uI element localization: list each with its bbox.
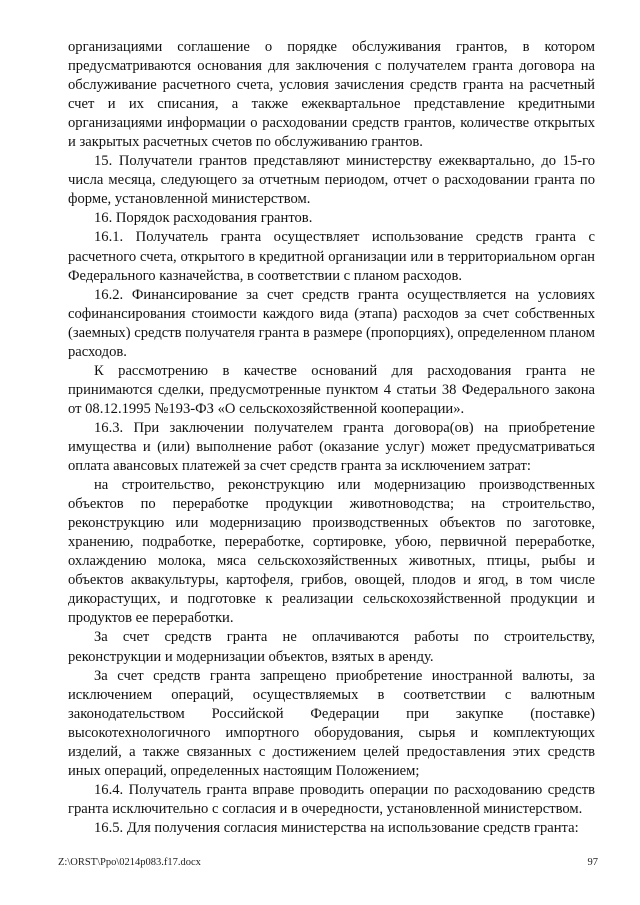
paragraph-16-3-lease: За счет средств гранта не оплачиваются работы по строительству, реконструкции и модернизации объектов, взятых в аренду. [68, 629, 595, 665]
document-body [68, 38, 595, 838]
paragraph-intro: организациями соглашение о порядке обслуживания грантов, в котором предусматриваются основания для заключения с получателем гранта договора на обслуживание расчетного счета, условия зачисления средств гранта на расчетный счет и их списания, а также ежеквартальное представление кредитными организациями информации о расходовании средств грантов, количестве открытых и закрытых расчетных счетов по обслуживанию грантов. [68, 39, 595, 151]
paragraph-16-5: 16.5. Для получения согласия министерства на использование средств гранта: [94, 819, 579, 836]
page-number: 97 [587, 857, 598, 868]
paragraph-16-3-currency: За счет средств гранта запрещено приобретение иностранной валюты, за исключением операций, осуществляемых в соответствии с валютным законодательством Российской Федерации при закупке (поставке) высокотехнологичного импортного оборудования, сырья и комплектующих изделий, а также связанных с достижением целей предоставления этих средств иных операций, определенных настоящим Положением; [68, 667, 595, 779]
paragraph-16-3-list: на строительство, реконструкцию или модернизацию производственных объектов по переработке продукции животноводства; на строительство, реконструкцию или модернизацию производственных объектов по заготовке, хранению, подработке, переработке, сортировке, убою, первичной переработке, охлаждению молока, мяса сельскохозяйственных животных, птицы, рыбы и объектов аквакультуры, картофеля, грибов, овощей, плодов и ягод, в том числе дикорастущих, и подготовке к реализации сельскохозяйственной продукции и продуктов ее переработки. [68, 477, 595, 627]
paragraph-16-3: 16.3. При заключении получателем гранта договора(ов) на приобретение имущества и (или) выполнение работ (оказание услуг) может предусматриваться оплата авансовых платежей за счет средств гранта за исключением затрат: [68, 419, 595, 475]
paragraph-16: 16. Порядок расходования грантов. [94, 210, 313, 227]
footer-file-path: Z:\ORST\Ppo\0214p083.f17.docx [58, 857, 201, 868]
paragraph-16-4: 16.4. Получатель гранта вправе проводить операции по расходованию средств гранта исключительно с согласия и в очередности, установленной министерством. [68, 781, 595, 817]
page-footer [58, 856, 598, 869]
paragraph-16-2-note: К рассмотрению в качестве оснований для расходования гранта не принимаются сделки, предусмотренные пунктом 4 статьи 38 Федерального закона от 08.12.1995 №193-ФЗ «О сельскохозяйственной кооперации». [68, 362, 595, 417]
paragraph-15: 15. Получатели грантов представляют министерству ежеквартально, до 15-го числа месяца, следующего за отчетным периодом, отчет о расходовании гранта по форме, установленной министерством. [68, 153, 595, 208]
paragraph-16-1: 16.1. Получатель гранта осуществляет использование средств гранта с расчетного счета, открытого в кредитной организации или в территориальном орган Федерального казначейства, в соответствии с планом расходов. [68, 229, 595, 284]
paragraph-16-2: 16.2. Финансирование за счет средств гранта осуществляется на условиях софинансирования стоимости каждого вида (этапа) расходов за счет собственных (заемных) средств получателя гранта в размере (пропорциях), определенном планом расходов. [68, 286, 595, 360]
